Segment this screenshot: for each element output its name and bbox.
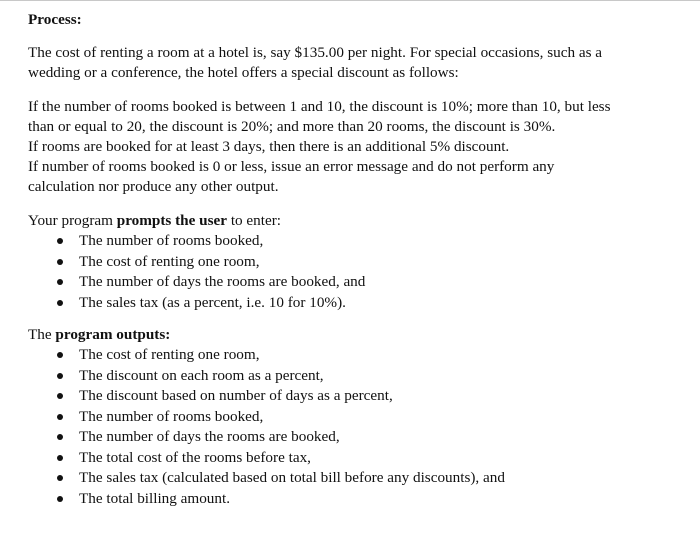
list-item: [28, 427, 688, 448]
rules-line: If rooms are booked for at least 3 days, then there is an additional 5% discount.: [28, 138, 510, 155]
outputs-lead-bold: program outputs:: [55, 326, 171, 343]
prompt-item-text: The number of days the rooms are booked, and: [79, 273, 366, 290]
list-item: [28, 231, 688, 252]
prompts-lead: [28, 211, 688, 231]
bullet-icon: [57, 352, 63, 358]
discount-rules-paragraph: [28, 97, 688, 197]
output-item-text: The number of days the rooms are booked,: [79, 428, 340, 445]
bullet-icon: [57, 414, 63, 420]
output-item-text: The total billing amount.: [79, 489, 231, 507]
bullet-icon: [57, 393, 63, 399]
bullet-icon: [57, 475, 63, 481]
bullet-icon: [57, 496, 63, 502]
output-item-text: The discount on each room as a percent,: [79, 366, 324, 384]
section-gap: [28, 313, 688, 325]
prompts-lead-post: to enter:: [227, 212, 281, 229]
list-item: [28, 489, 688, 510]
output-item-text: The sales tax (calculated based on total bill before any discounts), and: [79, 469, 505, 486]
bullet-icon: [57, 279, 63, 285]
process-heading: Process:: [28, 11, 82, 28]
output-item-text: The number of rooms booked,: [79, 407, 264, 425]
prompt-item-text: The sales tax (as a percent, i.e. 10 for 10%).: [79, 293, 346, 311]
bullet-icon: [57, 373, 63, 379]
list-item: [28, 293, 688, 314]
prompt-item-text: The cost of renting one room,: [79, 252, 260, 270]
prompts-lead-bold: prompts the user: [116, 212, 228, 229]
list-item: [28, 468, 688, 489]
list-item: [28, 366, 688, 387]
rules-line: If number of rooms booked is 0 or less, issue an error message and do not perform any: [28, 158, 555, 175]
bullet-icon: [57, 434, 63, 440]
list-item: [28, 448, 688, 469]
list-item: [28, 386, 688, 407]
bullet-icon: [57, 259, 63, 265]
outputs-lead: [28, 325, 688, 345]
output-item-text: The cost of renting one room,: [79, 346, 260, 363]
bullet-icon: [57, 300, 63, 306]
rules-line: calculation nor produce any other output.: [28, 178, 279, 195]
outputs-list: [28, 345, 688, 509]
top-divider: [0, 0, 700, 1]
rules-line: If the number of rooms booked is between 1 and 10, the discount is 10%; more than 10, but less: [28, 98, 611, 115]
intro-paragraph: [28, 43, 688, 83]
bullet-icon: [57, 455, 63, 461]
output-item-text: The total cost of the rooms before tax,: [79, 448, 311, 466]
list-item: [28, 272, 688, 293]
list-item: [28, 407, 688, 428]
intro-line: wedding or a conference, the hotel offers a special discount as follows:: [28, 64, 459, 81]
prompts-list: [28, 231, 688, 313]
list-item: [28, 252, 688, 273]
outputs-lead-pre: The: [28, 326, 56, 343]
output-item-text: The discount based on number of days as a percent,: [79, 387, 393, 404]
prompts-lead-pre: Your program: [28, 212, 117, 229]
bullet-icon: [57, 238, 63, 244]
intro-line: The cost of renting a room at a hotel is, say $135.00 per night. For special occasions, such as a: [28, 44, 603, 61]
rules-line: than or equal to 20, the discount is 20%; and more than 20 rooms, the discount is 30%.: [28, 118, 556, 135]
list-item: [28, 345, 688, 366]
prompt-item-text: The number of rooms booked,: [79, 232, 264, 249]
document-body: [28, 10, 688, 509]
